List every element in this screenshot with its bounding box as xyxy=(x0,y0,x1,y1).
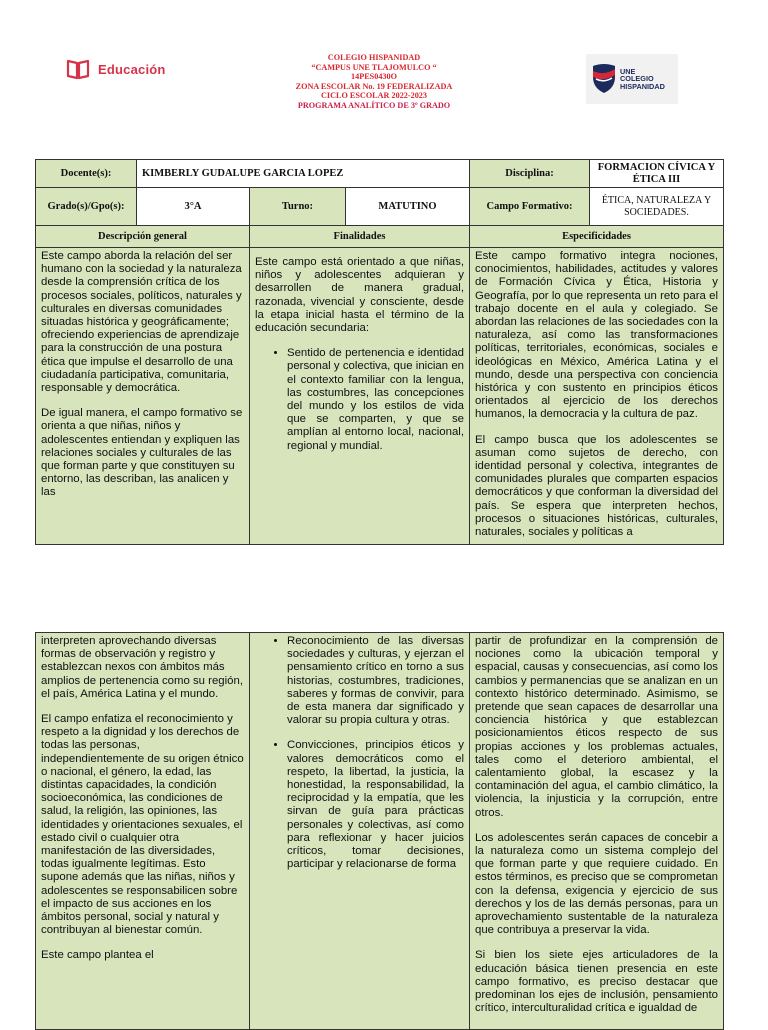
docente-value: KIMBERLY GUDALUPE GARCIA LÓPEZ xyxy=(137,160,470,188)
program-table-page2 xyxy=(35,632,724,1030)
turno-label: Turno: xyxy=(250,188,346,226)
descripcion-header: Descripción general xyxy=(36,226,250,248)
descripcion-cell xyxy=(36,248,250,545)
paragraph: Si bien los siete ejes articuladores de la educación básica tienen presencia en este campo formativo, es preciso destacar que predominan los ejes de inclusión, pensamiento crítico, interculturalidad crítica e igualdad de xyxy=(475,949,718,1015)
docente-label: Docente(s): xyxy=(36,160,137,188)
paragraph: Los adolescentes serán capaces de concebir a la naturaleza como un sistema complejo del que forman parte y que requiere cuidado. En estos términos, es preciso que se comprometan con la defensa, exigencia y ejercicio de sus derechos y los de las demás personas, para un aprovechamiento sustentable de la naturaleza que contribuya a preservar la vida. xyxy=(475,831,718,937)
finalidades-cell xyxy=(250,248,470,545)
school-logo xyxy=(586,54,678,104)
paragraph: partir de profundizar en la comprensión de nociones como la ubicación temporal y espacial, causas y consecuencias, así como los cambios y permanencias que se analizan en un contexto histórico determinado. Asimismo, se pretende que sean capaces de desarrollar una conciencia histórica y que establezcan posicionamientos éticos respecto de sus propias acciones y los problemas actuales, tales como el deterioro ambiental, el calentamiento global, la escasez y la contaminación del agua, el cambio climático, la violencia, la injusticia y la corrupción, entre otros. xyxy=(475,635,718,819)
finalidades-cell xyxy=(250,633,470,1030)
logo-text-line: HISPANIDAD xyxy=(620,81,665,91)
header-line: ZONA ESCOLAR No. 19 FEDERALIZADA xyxy=(295,81,453,91)
paragraph: De igual manera, el campo formativo se orienta a que niñas, niños y adolescentes entiendan y expliquen las relaciones sociales y culturales de las que forman parte y que constituyen su entorno, las describan, las analicen y las xyxy=(41,407,243,499)
open-book-icon xyxy=(66,58,90,80)
paragraph: Este campo plantea el xyxy=(41,949,154,962)
paragraph: El campo busca que los adolescentes se asuman como sujetos de derecho, con identidad personal y colectiva, integrantes de comunidades plurales que comparten espacios democráticos y que conforman la diversidad del país. Se espera que interpreten hechos, procesos o situaciones históricas, culturales, naturales, sociales y políticas a xyxy=(475,433,718,539)
finalidades-header: Finalidades xyxy=(250,226,470,248)
descripcion-cell xyxy=(36,633,250,1030)
list-item: • Reconocimiento de las diversas sociedades y culturas, y ejerzan el pensamiento crítico en torno a sus historias, costumbres, tradiciones, saberes y formas de convivir, para de esta manera dar significado y valorar su propia cultura y otras. xyxy=(287,635,464,727)
especificidades-cell xyxy=(470,633,724,1030)
header-line: CICLO ESCOLAR 2022-2023 xyxy=(321,91,427,101)
disciplina-label: Disciplina: xyxy=(470,160,590,188)
especificidades-cell xyxy=(470,248,724,545)
disciplina-value: FORMACION CÍVICA Y ÉTICA III xyxy=(590,160,724,188)
grado-value: 3°A xyxy=(137,188,250,226)
school-header xyxy=(220,53,528,111)
paragraph: El campo enfatiza el reconocimiento y respeto a la dignidad y los derechos de todas las personas, independientemente de su origen étnico o nacional, el género, la edad, las distintas capacidades, la condición socioeconómica, las condiciones de salud, la religión, las opiniones, las identidades y orientaciones sexuales, el estado civil o cualquier otra manifestación de las diversidades, todas igualmente legítimas. Esto supone además que las niñas, niños y adolescentes se responsabilicen sobre el impacto de sus acciones en los ámbitos personal, social y natural y contribuyan al bienestar común. xyxy=(41,713,244,937)
paragraph: Este campo está orientado a que niñas, niños y adolescentes adquieran y desarrollen de manera gradual, razonada, vivencial y consciente, desde la etapa inicial hasta el término de la educación secundaria: xyxy=(255,256,464,335)
campo-value: ÉTICA, NATURALEZA Y SOCIEDADES. xyxy=(590,188,724,226)
list-item: • Convicciones, principios éticos y valores democráticos como el respeto, la libertad, la justicia, la honestidad, la responsabilidad, la reciprocidad y la empatía, que les sirvan de guía para prácticas personales y colectivas, así como para reflexionar y hacer juicios críticos, tomar decisiones, participar y relacionarse de forma xyxy=(287,739,464,871)
especificidades-header: Especificidades xyxy=(470,226,724,248)
program-title: PROGRAMA ANALÍTICO DE 3º GRADO xyxy=(297,100,451,110)
program-table-page1 xyxy=(35,159,724,545)
grado-label: Grado(s)/Gpo(s): xyxy=(36,188,137,226)
list-item: • Sentido de pertenencia e identidad personal y colectiva, que inician en el contexto familiar con la lengua, las costumbres, las concepciones del mundo y los estilos de vida que se comparten, y que se amplían al entorno local, nacional, regional y mundial. xyxy=(287,347,464,453)
paragraph: interpreten aprovechando diversas formas de observación y registro y establezcan nexos con ámbitos más amplios de pertenencia como su región, el país, América Latina y el mundo. xyxy=(41,635,243,700)
logo-text-line: UNE xyxy=(620,67,636,77)
turno-value: MATUTINO xyxy=(346,188,470,226)
logo-text-line: COLEGIO xyxy=(620,74,654,84)
header-line: 14PES0430O xyxy=(351,72,397,82)
header-line: “CAMPUS UNE TLAJOMULCO “ xyxy=(311,62,437,72)
paragraph: Este campo aborda la relación del ser humano con la sociedad y la naturaleza desde la comprensión crítica de los procesos sociales, políticos, naturales y culturales en diversas comunidades situadas histórica y geográficamente; ofreciendo experiencias de aprendizaje para la construcción de una postura ética que impulse el desarrollo de una ciudadanía participativa, comunitaria, responsable y democrática. xyxy=(41,250,242,395)
paragraph: Este campo formativo integra nociones, conocimientos, habilidades, actitudes y valores de Formación Cívica y Ética, Historia y Geografía, por lo que representa un reto para el trabajo docente en el aula y colegiado. Se abordan las relaciones de las sociedades con la naturaleza, así como las transformaciones políticas, territoriales, económicas, sociales e ideológicas en México, América Latina y el mundo, desde una perspectiva con conciencia histórica y con sustento en principios éticos orientados al ejercicio de los derechos humanos, la democracia y la cultura de paz. xyxy=(475,250,718,421)
brand-name: Educación xyxy=(98,61,166,77)
header-line: COLEGIO HISPANIDAD xyxy=(327,53,421,62)
educacion-logo xyxy=(66,58,166,80)
campo-label: Campo Formativo: xyxy=(470,188,590,226)
shield-icon xyxy=(590,63,618,95)
